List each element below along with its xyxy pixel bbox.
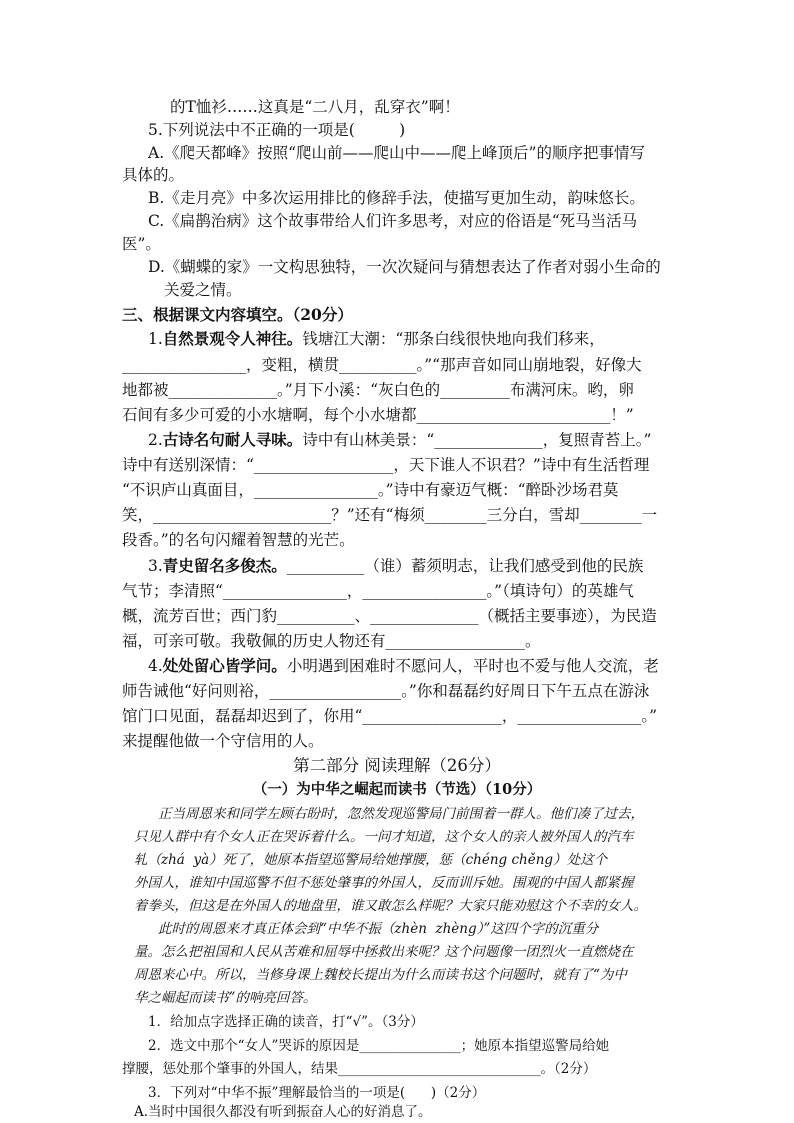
fill-item-4 — [148, 655, 659, 677]
text-line: 来提醒他做一个守信用的人。 — [122, 732, 324, 750]
text-line: 段香。”的名句闪耀着智慧的光芒。 — [122, 531, 355, 549]
text-line: 石间有多少可爱的小水塘啊，每个小水塘都_________________________！” — [122, 406, 634, 424]
item-title: 自然景观令人神往。 — [162, 329, 303, 348]
item-number: 1. — [148, 330, 163, 348]
text-line: 医”。 — [122, 235, 161, 253]
part-two-title: 第二部分 阅读理解（26分） — [293, 756, 501, 775]
question-3-option-a: A.当时中国很久都没有听到振奋人心的好消息了。 — [134, 1104, 432, 1120]
text-line: 撑腰，惩处那个肇事的外国人，结果______________________________。（2分） — [122, 1061, 597, 1077]
text-line: 概，流芳百世；西门豹__________、______________（概括主要事迹），为民造 — [122, 607, 657, 625]
reading-question-2: 2．选文中那个“女人”哭诉的原因是_______________；她原本指望巡警局给她 — [148, 1038, 610, 1054]
passage-line: 着拳头，但这是在外国人的地盘里，谁又敢怎么样呢？大家只能劝慰这个不幸的女人。 — [134, 898, 647, 914]
item-text: 诗中有山林美景：“______________，复照青苔上。” — [302, 431, 652, 449]
text-line: 气节；李清照“________________，________________。”（填诗句）的英雄气 — [122, 582, 634, 600]
item-number: 3. — [148, 557, 163, 575]
passage-line: 只见人群中有个女人正在哭诉着什么。一问才知道，这个女人的亲人被外国人的汽车 — [134, 829, 634, 845]
fill-item-1 — [148, 328, 605, 350]
option-c: C.《扁鹊治病》这个故事带给人们许多思考，对应的俗语是“死马当活马 — [148, 212, 638, 230]
text-line: “不识庐山真面目，________________。”诗中有豪迈气概：“醉卧沙场君莫 — [122, 481, 619, 499]
question-5: 5.下列说法中不正确的一项是( ) — [148, 121, 406, 139]
passage-line: 华之崛起而读书”的响亮回答。 — [134, 990, 317, 1006]
reading-subtitle: （一）为中华之崛起而读书（节选）（10分） — [252, 781, 542, 798]
passage-line: 量。怎么把祖国和人民从苦难和屈辱中拯救出来呢？这个问题像一团烈火一直燃烧在 — [134, 944, 634, 960]
text-line: 师告诫他“好问则裕，_________________。”你和磊磊约好周日下午五点在游泳 — [122, 682, 650, 700]
text-line: 馆门口见面，磊磊却迟到了，你用“__________________，________________。” — [122, 707, 658, 725]
passage-line: 外国人，谁知中国巡警不但不惩处肇事的外国人，反而训斥她。围观的中国人都紧握 — [134, 875, 634, 891]
fill-item-3 — [148, 555, 643, 577]
item-title: 古诗名句耐人寻味。 — [162, 430, 303, 449]
item-number: 2. — [148, 431, 163, 449]
item-text: __________（谁）蓄须明志，让我们感受到他的民族 — [286, 557, 644, 575]
text-line: 地都被______________。”月下小溪：“灰白色的_________布满河床。哟，卵 — [122, 381, 634, 399]
text-line: 的T恤衫……这真是“二八月，乱穿衣”啊！ — [170, 98, 460, 116]
item-number: 4. — [148, 657, 163, 675]
item-title: 处处留心皆学问。 — [162, 656, 287, 675]
item-text: 钱塘江大潮：“那条白线很快地向我们移来， — [302, 330, 605, 348]
reading-question-3: 3．下列对“中华不振”理解最恰当的一项是( )（2分） — [148, 1085, 486, 1101]
item-text: 小明遇到困难时不愿问人，平时也不爱与他人交流，老 — [286, 657, 659, 675]
text-line: ________________，变粗，横贯__________。”“那声音如同山崩地裂，好像大 — [122, 356, 642, 374]
section-three-heading: 三、根据课文内容填空。（20分） — [122, 305, 353, 324]
option-a: A.《爬天都峰》按照“爬山前——爬山中——爬上峰顶后”的顺序把事情写 — [148, 144, 645, 162]
text-line: 关爱之情。 — [164, 281, 242, 299]
passage-line: 周恩来心中。所以，当修身课上魏校长提出为什么而读书这个问题时，就有了“为中 — [134, 967, 627, 983]
option-d: D.《蝴蝶的家》一文构思独特，一次次疑问与猜想表达了作者对弱小生命的 — [148, 258, 661, 276]
passage-line: 正当周恩来和同学左顾右盼时，忽然发现巡警局门前围着一群人。他们凑了过去， — [158, 806, 644, 822]
option-b: B.《走月亮》中多次运用排比的修辞手法，使描写更加生动，韵味悠长。 — [148, 189, 645, 207]
text-line: 笑，_______________________？”还有“梅须________三分白，雪却________一 — [122, 506, 658, 524]
text-line: 福，可亲可敬。我敬佩的历史人物还有__________________。 — [122, 632, 541, 650]
fill-item-2 — [148, 429, 651, 451]
text-line: 诗中有送别深情：“__________________，天下谁人不识君？”诗中有生活哲理 — [122, 456, 650, 474]
text-line: 具体的。 — [122, 166, 185, 184]
passage-line: 此时的周恩来才真正体会到“中华不振（zhèn zhèng）”这四个字的沉重分 — [158, 921, 599, 937]
item-title: 青史留名多俊杰。 — [162, 556, 287, 575]
passage-line: 轧（zhá yà）死了，她原本指望巡警局给她撑腰，惩（chéng chěng）处这个 — [134, 852, 608, 868]
reading-question-1: 1．给加点字选择正确的读音，打“√”。（3分） — [148, 1014, 424, 1030]
